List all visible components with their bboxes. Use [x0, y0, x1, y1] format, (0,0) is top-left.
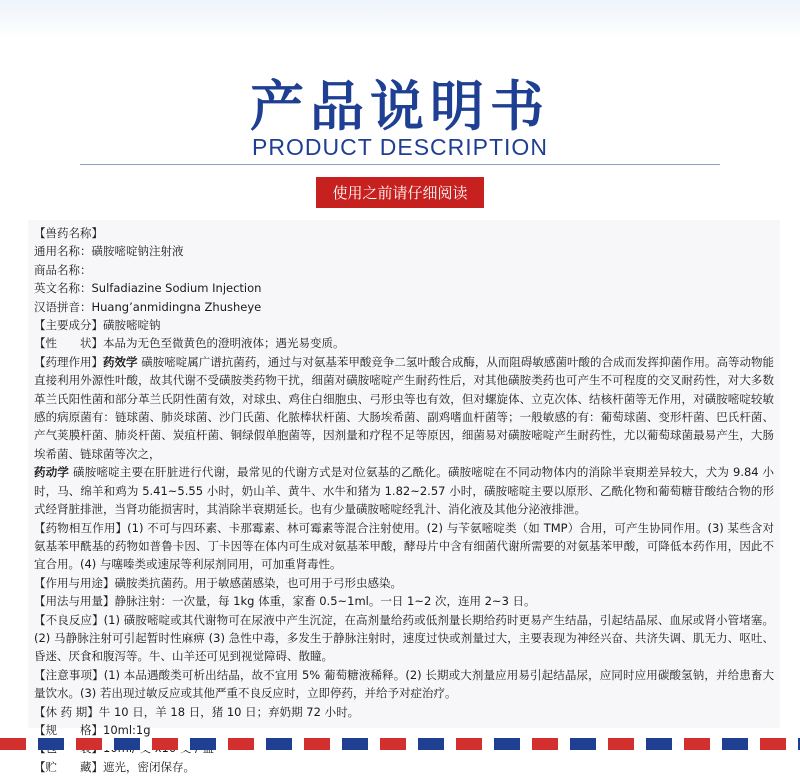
pharmacokinetics-label: 药动学: [34, 465, 70, 480]
generic-name: 通用名称：磺胺嘧啶钠注射液: [34, 244, 184, 259]
name-heading: 【兽药名称】: [34, 226, 103, 240]
page-title: 产品说明书: [250, 75, 550, 138]
drug-interaction: 【药物相互作用】(1) 不可与四环素、卡那霉素、林可霉素等混合注射使用。(2) 与苄氨嘧啶类（如 TMP）合用，可产生协同作用。(3) 某些含对氨基苯甲酰基的药物如普鲁卡因、丁卡因等在体内可生成对氨基苯甲酸，酵母片中含有细菌代谢所需要的对氨基苯甲酸，可降低本药作用，因此不宜合用。(4) 与噻嗪类或速尿等利尿剂同用，可加重肾毒性。: [34, 520, 774, 572]
specification: 【规 格】10ml:1g: [34, 722, 151, 737]
precautions: 【注意事项】(1) 本品遇酸类可析出结晶，故不宜用 5% 葡萄糖液稀释。(2) 长期或大剂量应用易引起结晶尿，应同时应用碳酸氢钠，并给患畜大量饮水。(3) 若出现过敏反应或其他严重不良反应时，立即停药，并给予对症治疗。: [34, 667, 774, 701]
pharmacodynamics-text: 磺胺嘧啶属广谱抗菌药，通过与对氨基苯甲酸竞争二氢叶酸合成酶，从而阻碍敏感菌叶酸的合成而发挥抑菌作用。高等动物能直接利用外源性叶酸，故其代谢不受磺胺类药物干扰，细菌对磺胺嘧啶产生耐药性后，对其他磺胺类药也可产生不可程度的交叉耐药性，对大多数革兰氏阳性菌和部分革兰氏阴性菌有效，对球虫、鸡住白细胞虫、弓形虫等也有效，但对螺旋体、立克次体、结核杆菌等无作用，对磺胺嘧啶较敏感的病原菌有：链球菌、肺炎球菌、沙门氏菌、化脓棒状杆菌、大肠埃希菌、副鸡嗜血杆菌等；一般敏感的有：葡萄球菌、变形杆菌、巴氏杆菌、产气荚膜杆菌、肺炎杆菌、炭疽杆菌、铜绿假单胞菌等，因剂量和疗程不足等原因，细菌易对磺胺嘧啶产生耐药性，尤以葡萄球菌最易产生，大肠埃希菌、链球菌等次之，: [34, 354, 775, 461]
read-notice-badge: 使用之前请仔细阅读: [316, 177, 483, 208]
adverse-reactions: 【不良反应】(1) 磺胺嘧啶或其代谢物可在尿液中产生沉淀，在高剂量给药或低剂量长期给药时更易产生结晶，引起结晶尿、血尿或肾小管堵塞。(2) 马静脉注射可引起暂时性麻痹 (3) 急性中毒，多发生于静脉注射时，速度过快或剂量过大，主要表现为神经兴奋、共济失调、肌无力、呕吐、昏迷、厌食和腹泻等。牛、山羊还可见到视觉障碍、散瞳。: [34, 612, 774, 664]
pharmacology-heading: 【药理作用】: [34, 354, 104, 369]
withdrawal-period: 【休 药 期】牛 10 日，羊 18 日，猪 10 日；弃奶期 72 小时。: [34, 704, 360, 719]
pharmacokinetics-text: 磺胺嘧啶主要在肝脏进行代谢，最常见的代谢方式是对位氨基的乙酰化。磺胺嘧啶在不同动物体内的消除半衰期差异较大，犬为 9.84 小时，马、绵羊和鸡为 5.41~5.55 小时，奶山羊、黄牛、水牛和猪为 1.82~2.57 小时，磺胺嘧啶主要以原形、乙酰化物和葡萄糖苷酸结合物的形式经肾脏排泄，当肾功能损害时，其消除半衰期延长。也有少量磺胺嘧啶经乳汁、消化液及其他分泌液排泄。: [34, 465, 774, 517]
dosage: 【用法与用量】静脉注射：一次量，每 1kg 体重，家畜 0.5~1ml。一日 1~2 次，连用 2~3 日。: [34, 594, 536, 609]
instruction-document: [28, 220, 780, 774]
pharmacodynamics-section: [34, 353, 774, 463]
storage: 【贮 藏】遮光，密闭保存。: [34, 759, 195, 774]
page-subtitle: PRODUCT DESCRIPTION: [252, 134, 548, 160]
pinyin-name: 汉语拼音：Huang’anmidingna Zhusheye: [34, 299, 262, 314]
trade-name: 商品名称：: [34, 262, 92, 277]
document-body: [28, 220, 780, 776]
action-and-use: 【作用与用途】磺胺类抗菌药。用于敏感菌感染，也可用于弓形虫感染。: [34, 575, 402, 590]
pharmacokinetics-section: [34, 463, 774, 518]
main-ingredient: 【主要成分】磺胺嘧啶钠: [34, 318, 161, 333]
pharmacodynamics-label: 药效学: [103, 354, 138, 369]
title-divider: [80, 164, 720, 165]
bottom-stripe-bar: [0, 738, 800, 750]
english-name: 英文名称：Sulfadiazine Sodium Injection: [34, 281, 262, 296]
notice-wrapper: [0, 177, 800, 208]
top-gradient-band: [0, 0, 800, 40]
property: 【性 状】本品为无色至微黄色的澄明液体；遇光易变质。: [34, 336, 345, 351]
